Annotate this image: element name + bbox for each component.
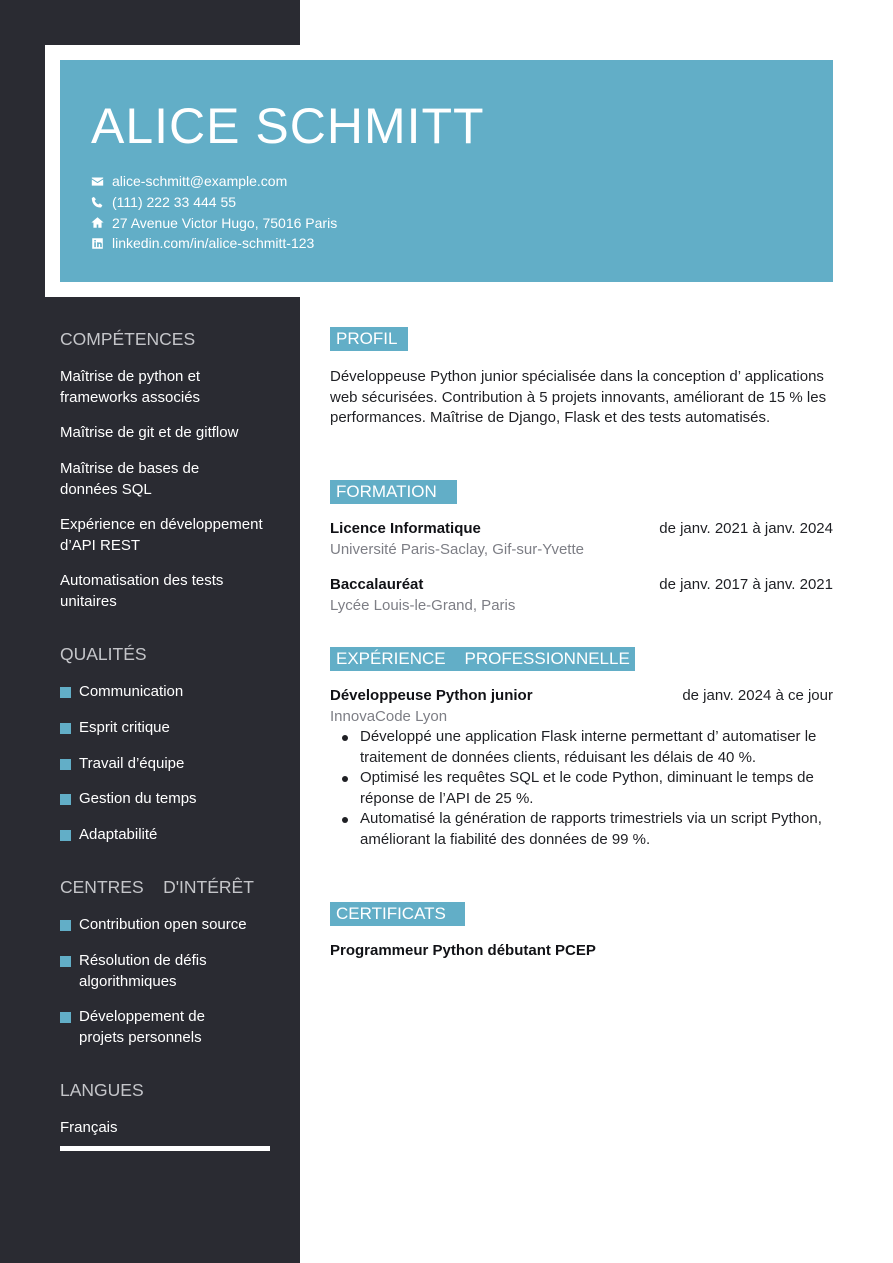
interests-section bbox=[60, 876, 275, 898]
qualities-section bbox=[60, 643, 275, 665]
interest-label: Résolution de défis algorithmiques bbox=[79, 952, 207, 990]
education-entry bbox=[330, 519, 833, 540]
education-school: Lycée Louis-le-Grand, Paris bbox=[330, 597, 516, 614]
quality-label: Communication bbox=[79, 683, 184, 700]
contact-linkedin-text: linkedin.com/in/alice-schmitt-123 bbox=[112, 235, 315, 252]
experience-entry bbox=[330, 686, 833, 707]
skill-item: Automatisation des tests unitaires bbox=[60, 572, 224, 610]
education-heading: FORMATION bbox=[330, 480, 457, 504]
square-bullet-icon bbox=[60, 723, 71, 734]
contact-address bbox=[90, 212, 337, 233]
quality-label: Esprit critique bbox=[79, 719, 170, 736]
contact-phone[interactable] bbox=[90, 192, 337, 213]
contact-linkedin[interactable] bbox=[90, 233, 337, 254]
home-icon bbox=[90, 216, 104, 230]
education-dates: de janv. 2021 à janv. 2024 bbox=[659, 520, 833, 537]
square-bullet-icon bbox=[60, 956, 71, 967]
contact-email-text: alice-schmitt@example.com bbox=[112, 173, 288, 190]
languages-title: LANGUES bbox=[60, 1080, 144, 1100]
square-bullet-icon bbox=[60, 830, 71, 841]
square-bullet-icon bbox=[60, 920, 71, 931]
square-bullet-icon bbox=[60, 759, 71, 770]
language-item: Français bbox=[60, 1119, 118, 1136]
quality-label: Travail d’équipe bbox=[79, 755, 185, 772]
linkedin-icon bbox=[90, 236, 104, 250]
candidate-name: ALICE SCHMITT bbox=[91, 98, 485, 154]
interest-label: Développement de projets personnels bbox=[79, 1008, 205, 1046]
contact-list bbox=[90, 171, 337, 254]
square-bullet-icon bbox=[60, 794, 71, 805]
education-school: Université Paris-Saclay, Gif-sur-Yvette bbox=[330, 541, 584, 558]
experience-company: InnovaCode Lyon bbox=[330, 708, 448, 725]
interest-label: Contribution open source bbox=[79, 916, 247, 933]
profile-text: Développeuse Python junior spécialisée dans la conception d’ applications web sécurisées. Contribution à 5 projets innovants, améliorant de 15 % les performances. Maîtrise de Django, Flask et des tests automatisés. bbox=[330, 368, 827, 426]
contact-phone-text: (111) 222 33 444 55 bbox=[112, 194, 237, 211]
skills-title: COMPÉTENCES bbox=[60, 329, 196, 349]
certificates-heading: CERTIFICATS bbox=[330, 902, 465, 926]
education-degree: Licence Informatique bbox=[330, 520, 481, 537]
qualities-title: QUALITÉS bbox=[60, 644, 147, 664]
square-bullet-icon bbox=[60, 1012, 71, 1023]
skills-section bbox=[60, 328, 275, 350]
experience-dates: de janv. 2024 à ce jour bbox=[682, 687, 833, 704]
envelope-icon bbox=[90, 174, 104, 188]
square-bullet-icon bbox=[60, 687, 71, 698]
profile-heading: PROFIL bbox=[330, 327, 408, 351]
phone-icon bbox=[90, 195, 104, 209]
quality-label: Adaptabilité bbox=[79, 826, 158, 843]
languages-section bbox=[60, 1079, 275, 1101]
skill-item: Maîtrise de git et de gitflow bbox=[60, 424, 239, 441]
language-level-bar bbox=[60, 1146, 270, 1151]
duty-item: Optimisé les requêtes SQL et le code Python, diminuant le temps de réponse de l’API de 25 %. bbox=[330, 768, 833, 809]
interests-title: CENTRES D'INTÉRÊT bbox=[60, 877, 254, 897]
education-entry bbox=[330, 575, 833, 596]
experience-duties bbox=[330, 727, 833, 850]
skill-item: Expérience en développement d’API REST bbox=[60, 516, 263, 554]
skill-item: Maîtrise de bases de données SQL bbox=[60, 460, 200, 498]
education-degree: Baccalauréat bbox=[330, 576, 424, 593]
contact-address-text: 27 Avenue Victor Hugo, 75016 Paris bbox=[112, 214, 338, 231]
duty-item: Automatisé la génération de rapports trimestriels via un script Python, améliorant la fiabilité des données de 99 %. bbox=[330, 809, 833, 850]
skill-item: Maîtrise de python et frameworks associés bbox=[60, 368, 201, 406]
education-dates: de janv. 2017 à janv. 2021 bbox=[659, 576, 833, 593]
quality-label: Gestion du temps bbox=[79, 790, 197, 807]
duty-item: Développé une application Flask interne permettant d’ automatiser le traitement de données clients, réduisant les délais de 40 %. bbox=[330, 727, 833, 768]
experience-role: Développeuse Python junior bbox=[330, 687, 533, 704]
contact-email[interactable] bbox=[90, 171, 337, 192]
experience-heading: EXPÉRIENCE PROFESSIONNELLE bbox=[330, 647, 635, 671]
certificate-item: Programmeur Python débutant PCEP bbox=[330, 942, 596, 959]
